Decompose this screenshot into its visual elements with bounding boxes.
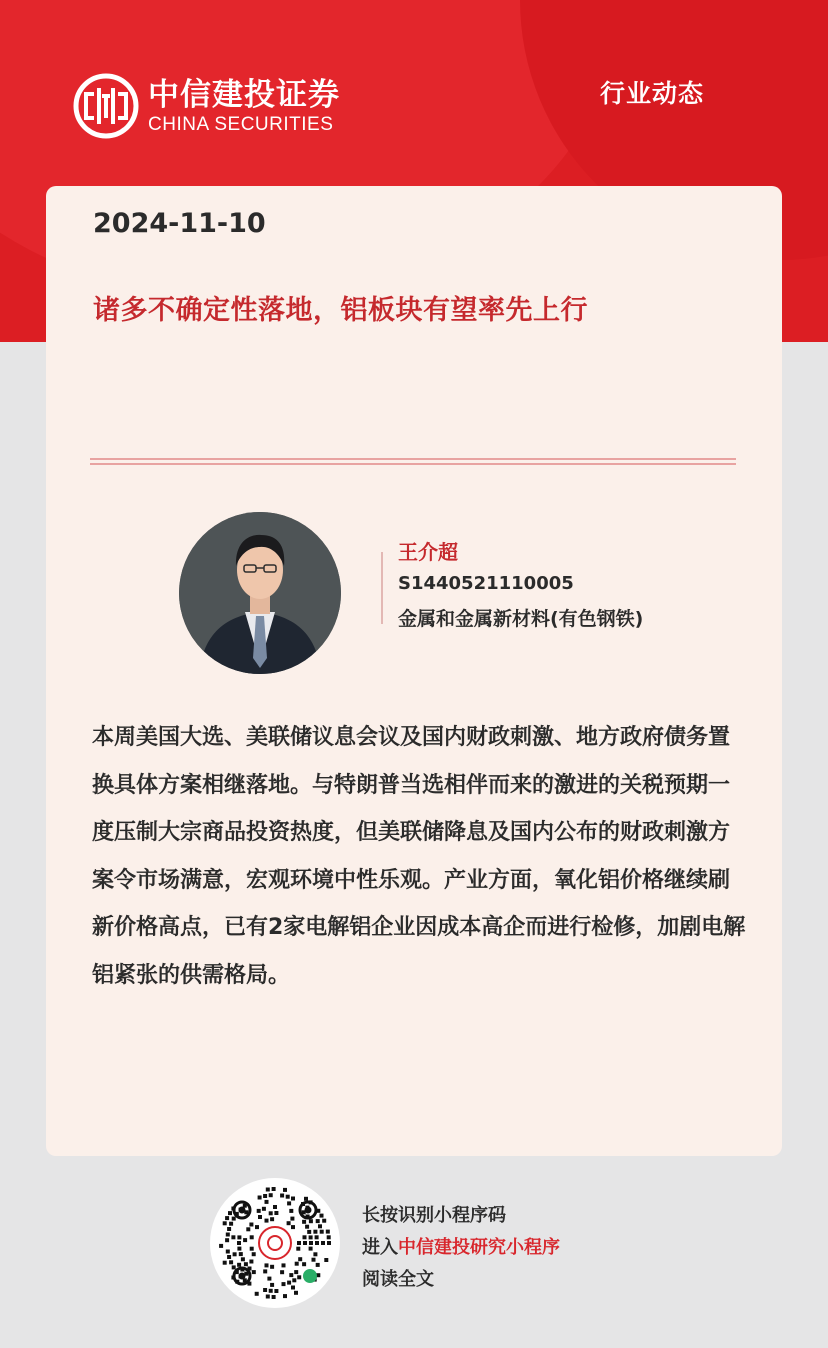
article-summary: 本周美国大选、美联储议息会议及国内财政刺激、地方政府债务置换具体方案相继落地。与特朗普当选相伴而来的激进的关税预期一度压制大宗商品投资热度，但美联储降息及国内公布的财政刺激方案令市场满意，宏观环境中性乐观。产业方面，氧化铝价格继续刷新价格高点，已有2家电解铝企业因成本高企而进行检修，加剧电解铝紧张的供需格局。 (92, 725, 746, 988)
citic-logo-icon (72, 72, 140, 140)
author-portrait-icon (179, 512, 341, 674)
author-license-id: S1440521110005 (398, 573, 574, 594)
qr-instruction-prefix: 进入 (362, 1237, 398, 1258)
qr-instruction-line-3: 阅读全文 (362, 1269, 434, 1290)
qr-instruction-line-2 (362, 1232, 560, 1264)
section-tag: 行业动态 (600, 79, 705, 108)
author-separator (381, 552, 383, 624)
mini-program-qr-code[interactable] (210, 1178, 340, 1308)
mini-program-name: 中信建投研究小程序 (398, 1237, 560, 1258)
qr-instruction-line-1: 长按识别小程序码 (362, 1205, 506, 1226)
article-date: 2024-11-10 (93, 208, 266, 239)
qr-instructions (362, 1200, 560, 1296)
article-card[interactable] (46, 186, 782, 1156)
author-coverage-field: 金属和金属新材料(有色钢铁) (398, 608, 644, 630)
mini-program-qr-icon (210, 1178, 340, 1308)
brand-name-en: CHINA SECURITIES (148, 113, 334, 135)
brand-name-cn: 中信建投证券 (148, 76, 340, 113)
brand-logo (72, 72, 340, 140)
author-avatar (179, 512, 341, 674)
title-divider (90, 458, 736, 465)
author-name: 王介超 (398, 540, 458, 564)
article-title: 诸多不确定性落地，铝板块有望率先上行 (93, 295, 588, 326)
